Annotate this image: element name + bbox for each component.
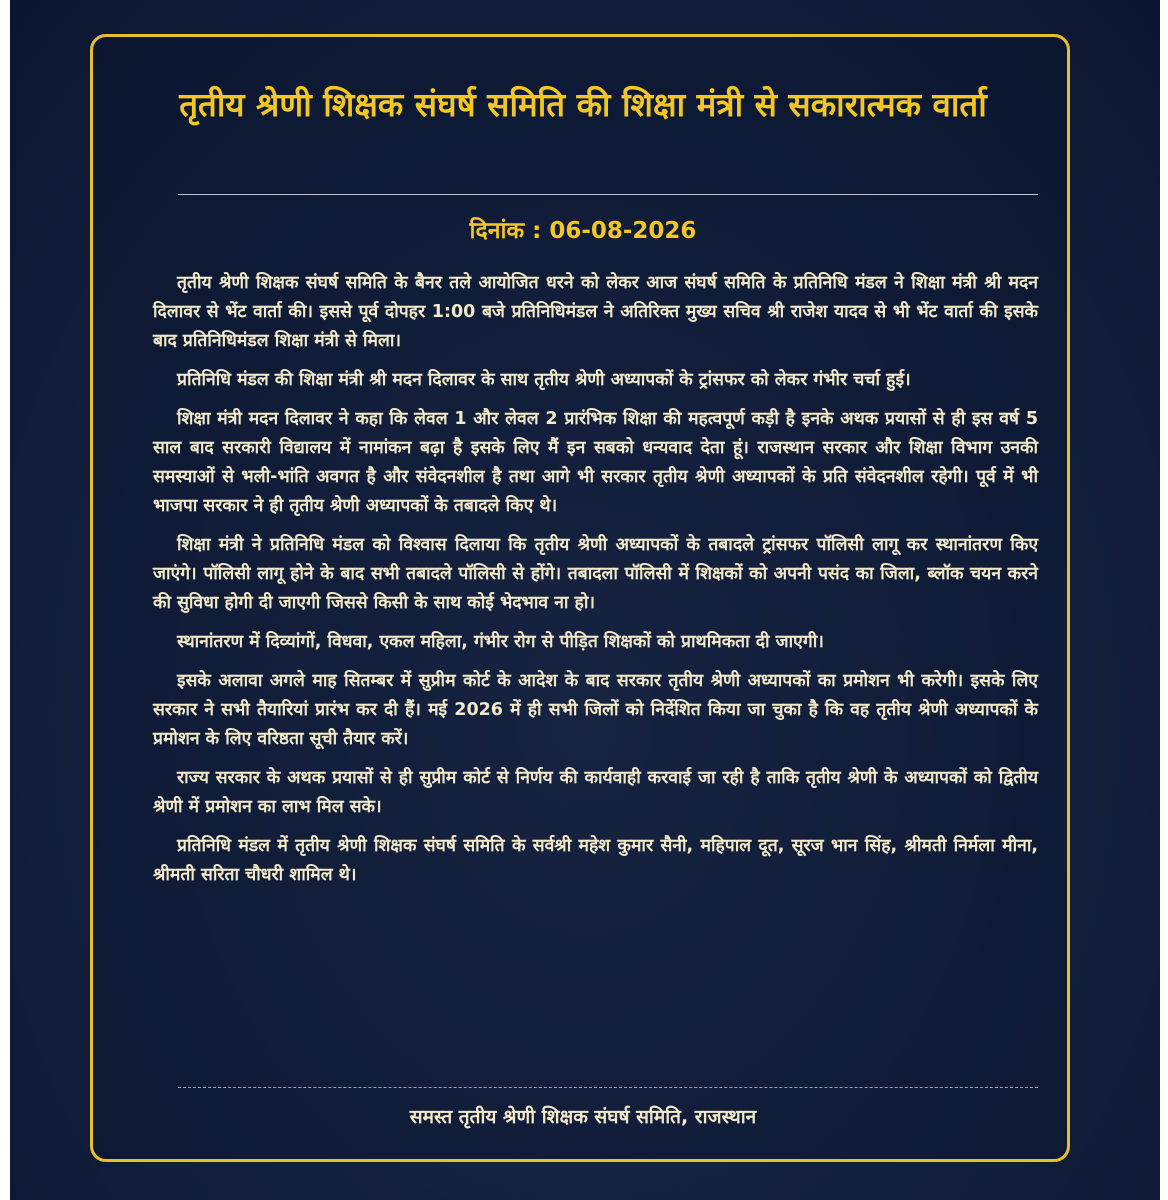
footer-divider [178,1087,1038,1088]
body-paragraph: प्रतिनिधि मंडल में तृतीय श्रेणी शिक्षक संघर्ष समिति के सर्वश्री महेश कुमार सैनी, महिपाल दूत, सूरज भान सिंह, श्रीमती निर्मला मीना, श्रीमती सरिता चौधरी शामिल थे। [153,836,1038,885]
press-release-card [90,34,1070,1162]
body-paragraph: शिक्षा मंत्री मदन दिलावर ने कहा कि लेवल 1 और लेवल 2 प्रारंभिक शिक्षा की महत्वपूर्ण कड़ी है इनके अथक प्रयासों से ही इस वर्ष 5 साल बाद सरकारी विद्यालय में नामांकन बढ़ा है इसके लिए मैं इन सबको धन्यवाद देता हूं। राजस्थान सरकार और शिक्षा विभाग उनकी समस्याओं से भली-भांति अवगत है और संवेदनशील है तथा आगे भी सरकार तृतीय श्रेणी अध्यापकों के प्रति संवेदनशील रहेगी। पूर्व में भी भाजपा सरकार ने ही तृतीय श्रेणी अध्यापकों के तबादले किए थे। [153,409,1038,516]
body-paragraph: शिक्षा मंत्री ने प्रतिनिधि मंडल को विश्वास दिलाया कि तृतीय श्रेणी अध्यापकों के तबादले ट्रांसफर पॉलिसी लागू कर स्थानांतरण किए जाएंगे। पॉलिसी लागू होने के बाद सभी तबादले पॉलिसी से होंगे। तबादला पॉलिसी में शिक्षकों को अपनी पसंद का जिला, ब्लॉक चयन करने की सुविधा होगी दी जाएगी जिससे किसी के साथ कोई भेदभाव ना हो। [153,535,1038,613]
body-paragraph: राज्य सरकार के अथक प्रयासों से ही सुप्रीम कोर्ट से निर्णय की कार्यवाही करवाई जा रही है ताकि तृतीय श्रेणी के अध्यापकों को द्वितीय श्रेणी में प्रमोशन का लाभ मिल सके। [153,768,1038,817]
press-release-page [10,0,1160,1200]
body-paragraph: प्रतिनिधि मंडल की शिक्षा मंत्री श्री मदन दिलावर के साथ तृतीय श्रेणी अध्यापकों के ट्रांसफर को लेकर गंभीर चर्चा हुई। [177,370,911,390]
footer-signature: समस्त तृतीय श्रेणी शिक्षक संघर्ष समिति, राजस्थान [409,1106,757,1128]
body-paragraph: इसके अलावा अगले माह सितम्बर में सुप्रीम कोर्ट के आदेश के बाद सरकार तृतीय श्रेणी अध्यापकों का प्रमोशन भी करेगी। इसके लिए सरकार ने सभी तैयारियां प्रारंभ कर दी हैं। मई 2026 में ही सभी जिलों को निर्देशित किया जा चुका है कि वह तृतीय श्रेणी अध्यापकों के प्रमोशन के लिए वरिष्ठता सूची तैयार करें। [153,671,1038,749]
release-date: दिनांक : 06-08-2026 [469,218,697,244]
body-paragraph: स्थानांतरण में दिव्यांगों, विधवा, एकल महिला, गंभीर रोग से पीड़ित शिक्षकों को प्राथमिकता दी जाएगी। [177,632,824,652]
page-title: तृतीय श्रेणी शिक्षक संघर्ष समिति की शिक्षा मंत्री से सकारात्मक वार्ता [179,85,987,124]
body-paragraph: तृतीय श्रेणी शिक्षक संघर्ष समिति के बैनर तले आयोजित धरने को लेकर आज संघर्ष समिति के प्रतिनिधि मंडल ने शिक्षा मंत्री श्री मदन दिलावर से भेंट वार्ता की। इससे पूर्व दोपहर 1:00 बजे प्रतिनिधिमंडल ने अतिरिक्त मुख्य सचिव श्री राजेश यादव से भी भेंट वार्ता की इसके बाद प्रतिनिधिमंडल शिक्षा मंत्री से मिला। [153,273,1038,351]
title-divider [178,194,1038,195]
release-body [153,269,1038,900]
